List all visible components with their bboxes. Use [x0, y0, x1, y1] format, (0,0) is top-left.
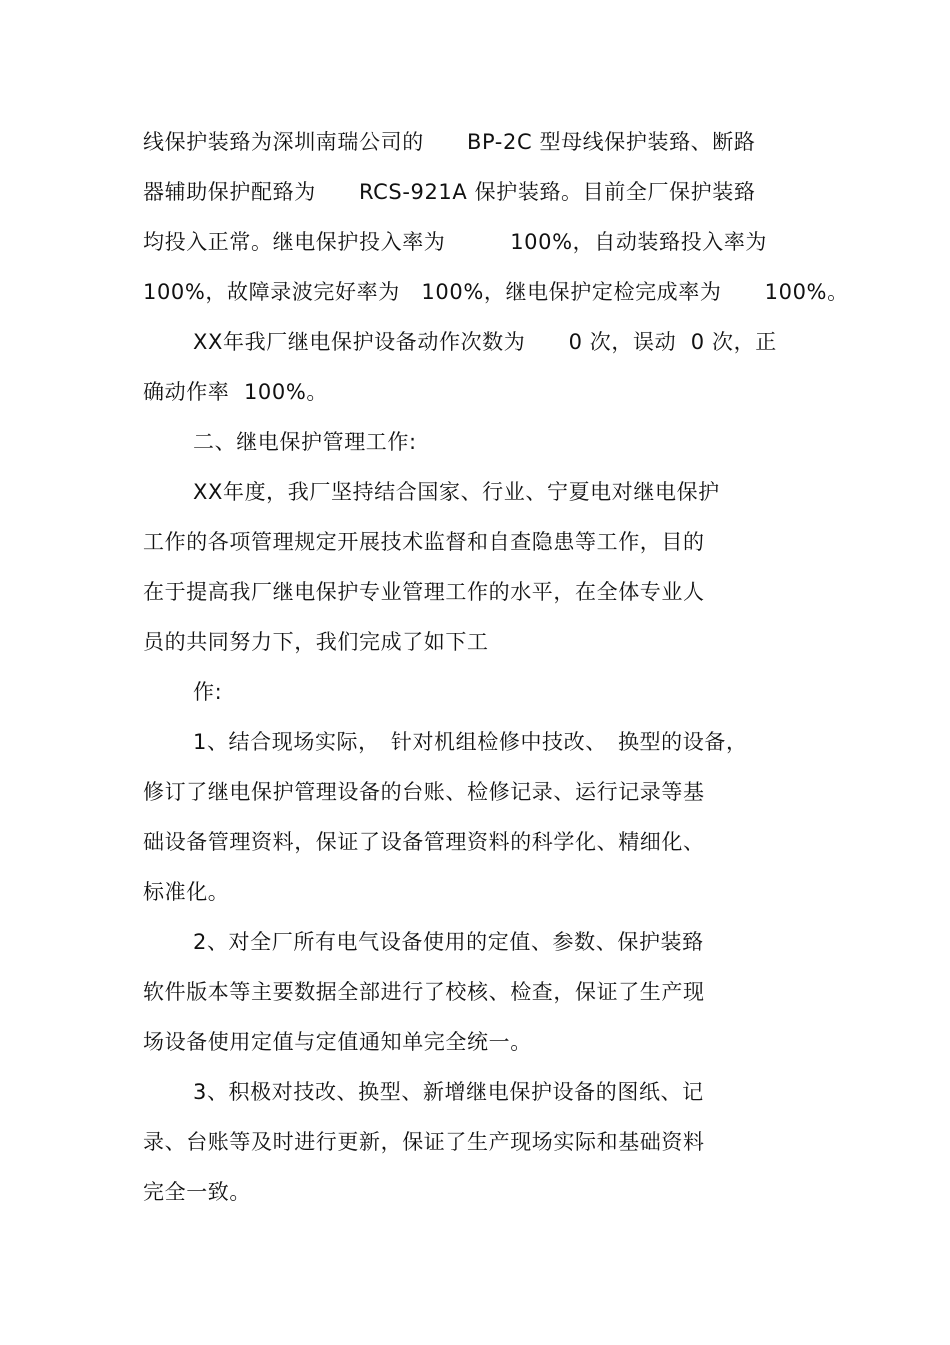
text-line: 修订了继电保护管理设备的台账、检修记录、运行记录等基	[143, 780, 705, 804]
section-heading: 二、继电保护管理工作:	[193, 430, 417, 454]
text-line: 工作的各项管理规定开展技术监督和自查隐患等工作，目的	[143, 530, 705, 554]
text-line: 器辅助保护配臵为 RCS-921A 保护装臵。目前全厂保护装臵	[143, 180, 756, 204]
text-line: 软件版本等主要数据全部进行了校核、检查，保证了生产现	[143, 980, 705, 1004]
text-line: 作:	[193, 680, 223, 704]
paragraph-first-line: XX年我厂继电保护设备动作次数为 0 次，误动 0 次，正	[193, 330, 777, 354]
list-item-2: 2、对全厂所有电气设备使用的定值、参数、保护装臵	[193, 930, 704, 954]
list-item-1: 1、结合现场实际， 针对机组检修中技改、 换型的设备，	[193, 730, 748, 754]
text-line: 线保护装臵为深圳南瑞公司的 BP-2C 型母线保护装臵、断路	[143, 130, 756, 154]
text-line: 在于提高我厂继电保护专业管理工作的水平，在全体专业人	[143, 580, 705, 604]
text-line: 标准化。	[143, 880, 230, 904]
text-line: 录、台账等及时进行更新，保证了生产现场实际和基础资料	[143, 1130, 705, 1154]
text-line: 场设备使用定值与定值通知单完全统一。	[143, 1030, 532, 1054]
text-line: 础设备管理资料，保证了设备管理资料的科学化、精细化、	[143, 830, 705, 854]
text-line: 100%，故障录波完好率为 100%，继电保护定检完成率为 100%。	[143, 280, 849, 304]
text-line: 均投入正常。继电保护投入率为 100%，自动装臵投入率为	[143, 230, 768, 254]
text-line: 员的共同努力下，我们完成了如下工	[143, 630, 489, 654]
text-line: 完全一致。	[143, 1180, 251, 1204]
paragraph-first-line: XX年度，我厂坚持结合国家、行业、宁夏电对继电保护	[193, 480, 720, 504]
text-line: 确动作率 100%。	[143, 380, 328, 404]
list-item-3: 3、积极对技改、换型、新增继电保护设备的图纸、记	[193, 1080, 704, 1104]
